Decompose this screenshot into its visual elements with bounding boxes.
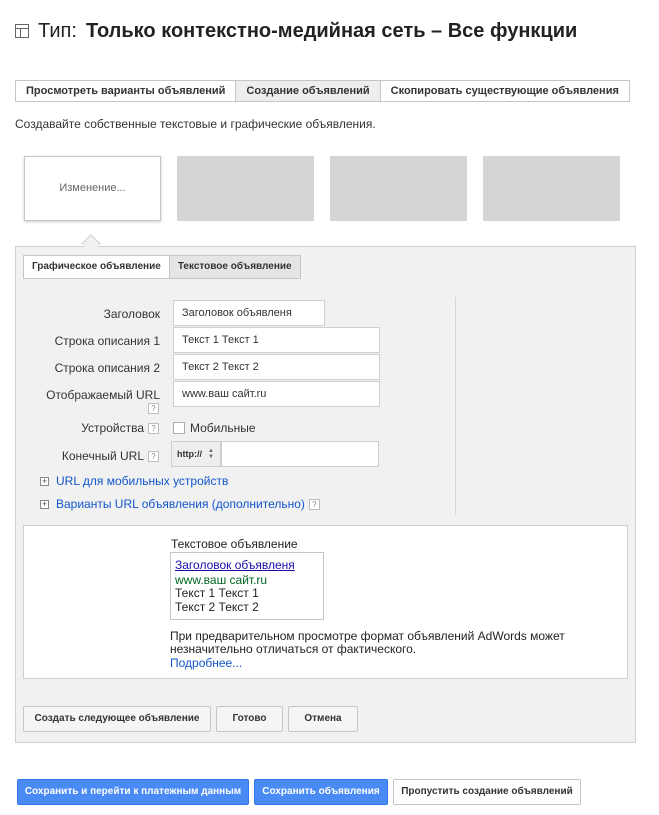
tab-create-ads[interactable]: Создание объявлений	[235, 80, 380, 102]
url-variants-link[interactable]: Варианты URL объявления (дополнительно)	[56, 497, 305, 511]
ad-format-tabs	[23, 255, 300, 279]
url-variants-expander[interactable]	[40, 497, 320, 511]
description-line-1-label: Строка описания 1	[54, 334, 160, 348]
mobile-devices-checkbox[interactable]	[173, 422, 185, 434]
preview-display-url: www.ваш сайт.ru	[175, 573, 268, 587]
tab-copy-existing-ads[interactable]: Скопировать существующие объявления	[380, 80, 630, 102]
select-arrows-icon: ▲ ▼	[208, 448, 214, 460]
intro-text: Создавайте собственные текстовые и графические объявления.	[15, 117, 376, 131]
mobile-devices-label: Мобильные	[190, 421, 256, 435]
skip-ad-creation-button[interactable]: Пропустить создание объявлений	[393, 779, 581, 805]
headline-input[interactable]: Заголовок объявленя	[173, 300, 325, 326]
ad-thumbnail-placeholder[interactable]	[330, 156, 467, 221]
ad-thumbnail-placeholder[interactable]	[177, 156, 314, 221]
done-button[interactable]: Готово	[216, 706, 283, 732]
preview-line-2: Текст 2 Текст 2	[175, 600, 259, 614]
campaign-type-icon	[15, 24, 29, 38]
preview-title: Текстовое объявление	[171, 537, 298, 551]
url-scheme-value: http://	[177, 449, 202, 459]
devices-label: Устройства	[81, 421, 144, 435]
expand-plus-icon: +	[41, 475, 48, 486]
create-next-ad-button[interactable]: Создать следующее объявление	[23, 706, 211, 732]
preview-headline-link[interactable]: Заголовок объявленя	[175, 558, 295, 572]
url-scheme-select[interactable]	[171, 441, 221, 467]
tab-image-ad[interactable]: Графическое объявление	[23, 255, 170, 279]
tab-text-ad[interactable]: Текстовое объявление	[169, 255, 301, 279]
preview-disclaimer: При предварительном просмотре формат объявлений AdWords может незначительно отличаться от фактического.	[170, 629, 565, 656]
help-icon[interactable]: ?	[309, 499, 320, 510]
title-prefix: Тип:	[38, 20, 77, 42]
help-icon[interactable]: ?	[148, 423, 159, 434]
mobile-urls-expander[interactable]	[40, 474, 228, 488]
expand-plus-icon: +	[41, 498, 48, 509]
mobile-urls-link[interactable]: URL для мобильных устройств	[56, 474, 229, 488]
cancel-button[interactable]: Отмена	[288, 706, 358, 732]
final-url-label: Конечный URL	[61, 449, 144, 463]
headline-label: Заголовок	[103, 307, 160, 321]
ad-thumbnail-editing[interactable]: Изменение...	[24, 156, 161, 221]
learn-more-link[interactable]: Подробнее...	[170, 656, 243, 670]
tab-view-ad-variants[interactable]: Просмотреть варианты объявлений	[15, 80, 236, 102]
help-icon[interactable]: ?	[148, 403, 159, 414]
help-icon[interactable]: ?	[148, 451, 159, 462]
final-url-input[interactable]	[221, 441, 379, 467]
display-url-input[interactable]: www.ваш сайт.ru	[173, 381, 380, 407]
page-title: Только контекстно-медийная сеть – Все функции	[86, 20, 578, 42]
description-line-2-input[interactable]: Текст 2 Текст 2	[173, 354, 380, 380]
vertical-divider	[455, 297, 456, 515]
preview-line-1: Текст 1 Текст 1	[175, 586, 259, 600]
ad-tabs	[15, 80, 629, 102]
ad-thumbnail-placeholder[interactable]	[483, 156, 620, 221]
save-and-continue-billing-button[interactable]: Сохранить и перейти к платежным данным	[17, 779, 249, 805]
description-line-2-label: Строка описания 2	[54, 361, 160, 375]
description-line-1-input[interactable]: Текст 1 Текст 1	[173, 327, 380, 353]
save-ads-button[interactable]: Сохранить объявления	[254, 779, 388, 805]
display-url-label: Отображаемый URL	[46, 388, 160, 402]
